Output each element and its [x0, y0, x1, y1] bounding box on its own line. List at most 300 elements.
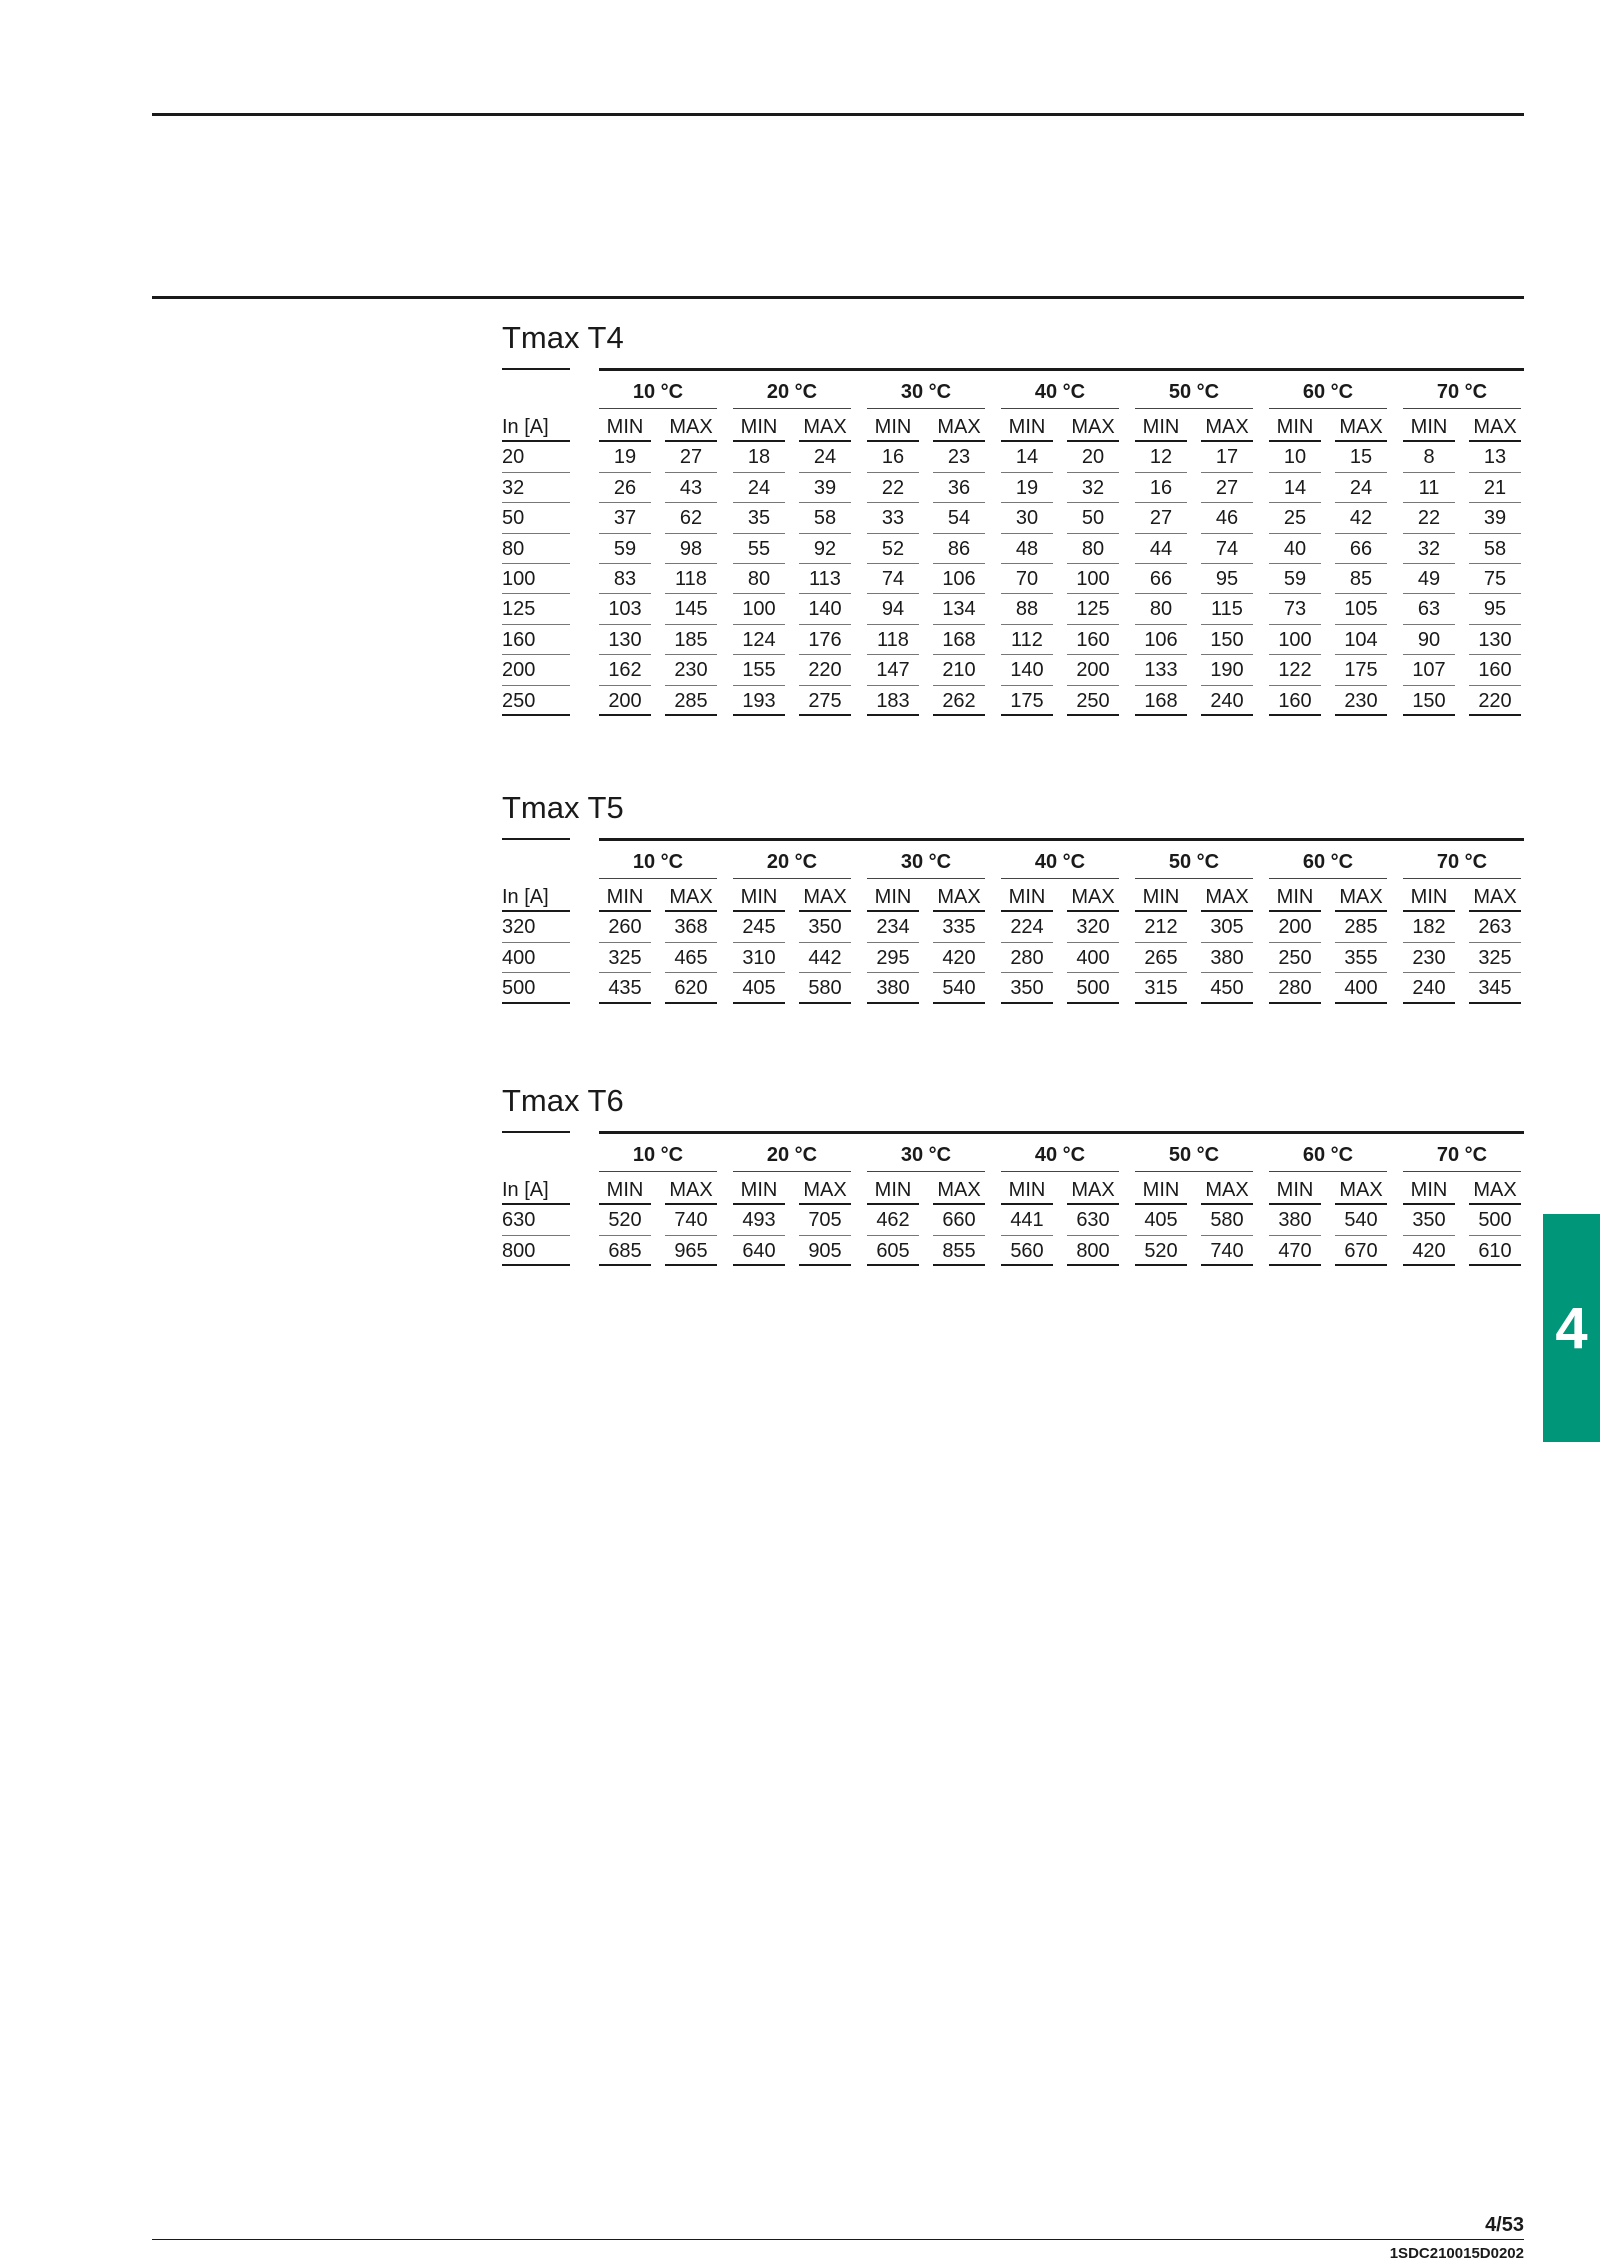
max-value-cell: 13: [1469, 442, 1521, 472]
max-header: MAX: [933, 412, 985, 442]
max-value-cell: 130: [1469, 625, 1521, 655]
min-value-cell: 140: [1001, 655, 1053, 685]
max-value-cell: 100: [1067, 564, 1119, 594]
max-value-cell: 75: [1469, 564, 1521, 594]
min-value-cell: 405: [733, 973, 785, 1003]
min-value-cell: 640: [733, 1236, 785, 1266]
min-header: MIN: [1135, 882, 1187, 912]
column-header-row: [502, 1175, 1524, 1205]
temperature-label: 40 °C: [1001, 846, 1119, 879]
min-value-cell: 59: [599, 534, 651, 564]
temperature-label: 40 °C: [1001, 1139, 1119, 1172]
table-row: [502, 534, 1524, 564]
min-value-cell: 32: [1403, 534, 1455, 564]
min-value-cell: 19: [599, 442, 651, 472]
min-value-cell: 124: [733, 625, 785, 655]
max-value-cell: 400: [1335, 973, 1387, 1003]
min-value-cell: 183: [867, 686, 919, 716]
max-value-cell: 275: [799, 686, 851, 716]
min-value-cell: 48: [1001, 534, 1053, 564]
rated-current-cell: 320: [502, 912, 570, 942]
max-value-cell: 86: [933, 534, 985, 564]
max-value-cell: 42: [1335, 503, 1387, 533]
min-value-cell: 405: [1135, 1205, 1187, 1235]
min-value-cell: 80: [733, 564, 785, 594]
max-value-cell: 150: [1201, 625, 1253, 655]
max-value-cell: 630: [1067, 1205, 1119, 1235]
table-body: [502, 412, 1524, 716]
table-row: [502, 564, 1524, 594]
temperature-label: 30 °C: [867, 846, 985, 879]
top-rule: [152, 113, 1524, 116]
max-value-cell: 442: [799, 943, 851, 973]
min-value-cell: 74: [867, 564, 919, 594]
table-row: [502, 442, 1524, 472]
max-header: MAX: [1067, 1175, 1119, 1205]
min-value-cell: 59: [1269, 564, 1321, 594]
rated-current-header: In [A]: [502, 1175, 570, 1205]
rated-current-cell: 100: [502, 564, 570, 594]
table-row: [502, 912, 1524, 942]
min-value-cell: 520: [1135, 1236, 1187, 1266]
rated-current-cell: 200: [502, 655, 570, 685]
min-value-cell: 10: [1269, 442, 1321, 472]
temperature-label: 10 °C: [599, 1139, 717, 1172]
max-value-cell: 670: [1335, 1236, 1387, 1266]
max-value-cell: 540: [1335, 1205, 1387, 1235]
temperature-header: [599, 846, 1524, 878]
min-value-cell: 24: [733, 473, 785, 503]
max-value-cell: 39: [1469, 503, 1521, 533]
max-header: MAX: [665, 1175, 717, 1205]
max-value-cell: 36: [933, 473, 985, 503]
min-value-cell: 435: [599, 973, 651, 1003]
min-value-cell: 325: [599, 943, 651, 973]
temperature-label: 30 °C: [867, 1139, 985, 1172]
max-value-cell: 39: [799, 473, 851, 503]
max-header: MAX: [799, 412, 851, 442]
rated-current-cell: 800: [502, 1236, 570, 1266]
max-header: MAX: [1335, 882, 1387, 912]
min-value-cell: 16: [1135, 473, 1187, 503]
max-header: MAX: [1067, 412, 1119, 442]
min-header: MIN: [1135, 1175, 1187, 1205]
table-row: [502, 655, 1524, 685]
min-header: MIN: [867, 412, 919, 442]
min-value-cell: 37: [599, 503, 651, 533]
min-header: MIN: [1403, 1175, 1455, 1205]
min-value-cell: 107: [1403, 655, 1455, 685]
max-value-cell: 580: [1201, 1205, 1253, 1235]
min-header: MIN: [1403, 412, 1455, 442]
max-value-cell: 380: [1201, 943, 1253, 973]
max-header: MAX: [799, 882, 851, 912]
min-header: MIN: [1403, 882, 1455, 912]
max-value-cell: 285: [1335, 912, 1387, 942]
table-row: [502, 594, 1524, 624]
page-number: 4/53: [1485, 2214, 1524, 2236]
min-value-cell: 250: [1269, 943, 1321, 973]
max-value-cell: 62: [665, 503, 717, 533]
min-header: MIN: [1269, 882, 1321, 912]
min-header: MIN: [733, 412, 785, 442]
min-value-cell: 55: [733, 534, 785, 564]
max-value-cell: 740: [665, 1205, 717, 1235]
min-value-cell: 73: [1269, 594, 1321, 624]
min-value-cell: 200: [1269, 912, 1321, 942]
min-value-cell: 605: [867, 1236, 919, 1266]
max-value-cell: 92: [799, 534, 851, 564]
min-value-cell: 470: [1269, 1236, 1321, 1266]
rated-current-cell: 400: [502, 943, 570, 973]
min-value-cell: 133: [1135, 655, 1187, 685]
rated-current-cell: 32: [502, 473, 570, 503]
min-value-cell: 224: [1001, 912, 1053, 942]
max-header: MAX: [1335, 1175, 1387, 1205]
max-value-cell: 46: [1201, 503, 1253, 533]
min-value-cell: 30: [1001, 503, 1053, 533]
max-value-cell: 220: [799, 655, 851, 685]
rated-current-cell: 630: [502, 1205, 570, 1235]
max-value-cell: 160: [1469, 655, 1521, 685]
max-header: MAX: [665, 882, 717, 912]
max-value-cell: 345: [1469, 973, 1521, 1003]
max-value-cell: 24: [1335, 473, 1387, 503]
min-value-cell: 11: [1403, 473, 1455, 503]
rated-current-cell: 20: [502, 442, 570, 472]
min-value-cell: 182: [1403, 912, 1455, 942]
min-value-cell: 25: [1269, 503, 1321, 533]
max-header: MAX: [1067, 882, 1119, 912]
min-header: MIN: [599, 412, 651, 442]
min-value-cell: 295: [867, 943, 919, 973]
min-value-cell: 66: [1135, 564, 1187, 594]
max-value-cell: 450: [1201, 973, 1253, 1003]
min-value-cell: 350: [1001, 973, 1053, 1003]
max-header: MAX: [1201, 412, 1253, 442]
min-value-cell: 94: [867, 594, 919, 624]
min-value-cell: 310: [733, 943, 785, 973]
table-title: Tmax T6: [502, 1083, 624, 1118]
max-value-cell: 85: [1335, 564, 1387, 594]
max-value-cell: 15: [1335, 442, 1387, 472]
max-value-cell: 262: [933, 686, 985, 716]
max-value-cell: 500: [1067, 973, 1119, 1003]
max-value-cell: 176: [799, 625, 851, 655]
min-value-cell: 212: [1135, 912, 1187, 942]
rated-current-header: In [A]: [502, 882, 570, 912]
max-value-cell: 21: [1469, 473, 1521, 503]
max-value-cell: 98: [665, 534, 717, 564]
min-value-cell: 155: [733, 655, 785, 685]
min-header: MIN: [1135, 412, 1187, 442]
table-title: Tmax T5: [502, 790, 624, 825]
min-value-cell: 175: [1001, 686, 1053, 716]
temperature-label: 70 °C: [1403, 846, 1521, 879]
max-header: MAX: [1201, 1175, 1253, 1205]
min-value-cell: 168: [1135, 686, 1187, 716]
max-value-cell: 355: [1335, 943, 1387, 973]
max-value-cell: 305: [1201, 912, 1253, 942]
min-value-cell: 230: [1403, 943, 1455, 973]
max-value-cell: 320: [1067, 912, 1119, 942]
max-value-cell: 240: [1201, 686, 1253, 716]
max-header: MAX: [1469, 412, 1521, 442]
min-header: MIN: [599, 1175, 651, 1205]
min-value-cell: 18: [733, 442, 785, 472]
min-value-cell: 280: [1269, 973, 1321, 1003]
table-top-rule: [599, 368, 1524, 371]
column-header-row: [502, 412, 1524, 442]
min-value-cell: 162: [599, 655, 651, 685]
max-value-cell: 66: [1335, 534, 1387, 564]
min-value-cell: 147: [867, 655, 919, 685]
min-value-cell: 122: [1269, 655, 1321, 685]
max-header: MAX: [1469, 882, 1521, 912]
temperature-label: 50 °C: [1135, 846, 1253, 879]
chapter-tab: 4: [1543, 1214, 1600, 1442]
temperature-label: 20 °C: [733, 376, 851, 409]
max-value-cell: 620: [665, 973, 717, 1003]
min-value-cell: 200: [599, 686, 651, 716]
max-value-cell: 263: [1469, 912, 1521, 942]
max-value-cell: 95: [1469, 594, 1521, 624]
min-value-cell: 88: [1001, 594, 1053, 624]
max-header: MAX: [665, 412, 717, 442]
temperature-header: [599, 1139, 1524, 1171]
table-row: [502, 625, 1524, 655]
min-value-cell: 265: [1135, 943, 1187, 973]
table-body: [502, 1175, 1524, 1266]
max-value-cell: 740: [1201, 1236, 1253, 1266]
min-header: MIN: [1269, 412, 1321, 442]
rated-current-cell: 80: [502, 534, 570, 564]
min-value-cell: 441: [1001, 1205, 1053, 1235]
min-header: MIN: [867, 882, 919, 912]
min-value-cell: 63: [1403, 594, 1455, 624]
max-value-cell: 106: [933, 564, 985, 594]
min-value-cell: 70: [1001, 564, 1053, 594]
table-section-3: [502, 1085, 1524, 1270]
max-value-cell: 350: [799, 912, 851, 942]
temperature-label: 20 °C: [733, 846, 851, 879]
max-value-cell: 420: [933, 943, 985, 973]
min-value-cell: 83: [599, 564, 651, 594]
temperature-label: 20 °C: [733, 1139, 851, 1172]
min-value-cell: 35: [733, 503, 785, 533]
max-value-cell: 500: [1469, 1205, 1521, 1235]
min-value-cell: 16: [867, 442, 919, 472]
min-header: MIN: [1001, 412, 1053, 442]
min-value-cell: 130: [599, 625, 651, 655]
table-top-rule: [599, 1131, 1524, 1134]
min-value-cell: 40: [1269, 534, 1321, 564]
temperature-label: 50 °C: [1135, 1139, 1253, 1172]
rated-current-cell: 250: [502, 686, 570, 716]
max-value-cell: 220: [1469, 686, 1521, 716]
title-underline: [502, 838, 570, 840]
min-value-cell: 234: [867, 912, 919, 942]
temperature-label: 70 °C: [1403, 1139, 1521, 1172]
max-value-cell: 118: [665, 564, 717, 594]
table-row: [502, 1205, 1524, 1235]
temperature-label: 50 °C: [1135, 376, 1253, 409]
max-value-cell: 50: [1067, 503, 1119, 533]
max-value-cell: 24: [799, 442, 851, 472]
max-value-cell: 855: [933, 1236, 985, 1266]
max-value-cell: 368: [665, 912, 717, 942]
min-header: MIN: [1001, 1175, 1053, 1205]
max-value-cell: 335: [933, 912, 985, 942]
column-header-row: [502, 882, 1524, 912]
max-value-cell: 160: [1067, 625, 1119, 655]
max-value-cell: 17: [1201, 442, 1253, 472]
title-underline: [502, 368, 570, 370]
min-value-cell: 160: [1269, 686, 1321, 716]
max-value-cell: 210: [933, 655, 985, 685]
max-value-cell: 104: [1335, 625, 1387, 655]
min-value-cell: 112: [1001, 625, 1053, 655]
temperature-label: 60 °C: [1269, 846, 1387, 879]
max-value-cell: 105: [1335, 594, 1387, 624]
temperature-label: 10 °C: [599, 376, 717, 409]
min-value-cell: 33: [867, 503, 919, 533]
max-value-cell: 43: [665, 473, 717, 503]
max-value-cell: 660: [933, 1205, 985, 1235]
rated-current-cell: 160: [502, 625, 570, 655]
max-value-cell: 250: [1067, 686, 1119, 716]
temperature-label: 70 °C: [1403, 376, 1521, 409]
table-row: [502, 943, 1524, 973]
max-value-cell: 540: [933, 973, 985, 1003]
min-value-cell: 14: [1269, 473, 1321, 503]
max-value-cell: 20: [1067, 442, 1119, 472]
table-row: [502, 1236, 1524, 1266]
max-header: MAX: [933, 882, 985, 912]
max-value-cell: 80: [1067, 534, 1119, 564]
document-code: 1SDC210015D0202: [1389, 2245, 1524, 2262]
max-value-cell: 58: [1469, 534, 1521, 564]
max-value-cell: 134: [933, 594, 985, 624]
rated-current-cell: 125: [502, 594, 570, 624]
table-row: [502, 686, 1524, 716]
min-value-cell: 8: [1403, 442, 1455, 472]
max-value-cell: 115: [1201, 594, 1253, 624]
min-value-cell: 380: [1269, 1205, 1321, 1235]
table-section-1: [502, 322, 1524, 720]
min-value-cell: 106: [1135, 625, 1187, 655]
min-value-cell: 280: [1001, 943, 1053, 973]
min-value-cell: 19: [1001, 473, 1053, 503]
table-row: [502, 973, 1524, 1003]
rated-current-cell: 500: [502, 973, 570, 1003]
max-value-cell: 200: [1067, 655, 1119, 685]
temperature-label: 30 °C: [867, 376, 985, 409]
max-value-cell: 54: [933, 503, 985, 533]
max-value-cell: 175: [1335, 655, 1387, 685]
min-value-cell: 245: [733, 912, 785, 942]
min-value-cell: 685: [599, 1236, 651, 1266]
temperature-label: 60 °C: [1269, 376, 1387, 409]
min-value-cell: 420: [1403, 1236, 1455, 1266]
min-value-cell: 118: [867, 625, 919, 655]
max-value-cell: 610: [1469, 1236, 1521, 1266]
min-value-cell: 520: [599, 1205, 651, 1235]
min-value-cell: 100: [733, 594, 785, 624]
min-value-cell: 27: [1135, 503, 1187, 533]
max-value-cell: 230: [1335, 686, 1387, 716]
min-value-cell: 193: [733, 686, 785, 716]
min-value-cell: 350: [1403, 1205, 1455, 1235]
temperature-header: [599, 376, 1524, 408]
min-value-cell: 80: [1135, 594, 1187, 624]
table-top-rule: [599, 838, 1524, 841]
min-value-cell: 560: [1001, 1236, 1053, 1266]
max-value-cell: 705: [799, 1205, 851, 1235]
min-value-cell: 22: [1403, 503, 1455, 533]
min-value-cell: 493: [733, 1205, 785, 1235]
max-value-cell: 800: [1067, 1236, 1119, 1266]
max-value-cell: 400: [1067, 943, 1119, 973]
header-rule: [152, 296, 1524, 299]
min-value-cell: 49: [1403, 564, 1455, 594]
max-value-cell: 230: [665, 655, 717, 685]
min-value-cell: 22: [867, 473, 919, 503]
title-underline: [502, 1131, 570, 1133]
min-value-cell: 52: [867, 534, 919, 564]
max-value-cell: 168: [933, 625, 985, 655]
min-value-cell: 90: [1403, 625, 1455, 655]
min-value-cell: 315: [1135, 973, 1187, 1003]
min-header: MIN: [1001, 882, 1053, 912]
table-row: [502, 503, 1524, 533]
table-row: [502, 473, 1524, 503]
max-value-cell: 140: [799, 594, 851, 624]
max-value-cell: 74: [1201, 534, 1253, 564]
max-header: MAX: [1201, 882, 1253, 912]
max-header: MAX: [1469, 1175, 1521, 1205]
temperature-label: 60 °C: [1269, 1139, 1387, 1172]
max-value-cell: 125: [1067, 594, 1119, 624]
max-value-cell: 185: [665, 625, 717, 655]
min-header: MIN: [599, 882, 651, 912]
table-section-2: [502, 792, 1524, 1008]
max-value-cell: 325: [1469, 943, 1521, 973]
max-value-cell: 27: [1201, 473, 1253, 503]
max-value-cell: 465: [665, 943, 717, 973]
max-value-cell: 27: [665, 442, 717, 472]
min-header: MIN: [733, 1175, 785, 1205]
max-value-cell: 965: [665, 1236, 717, 1266]
max-value-cell: 285: [665, 686, 717, 716]
min-value-cell: 240: [1403, 973, 1455, 1003]
min-value-cell: 100: [1269, 625, 1321, 655]
max-value-cell: 32: [1067, 473, 1119, 503]
min-header: MIN: [1269, 1175, 1321, 1205]
max-value-cell: 145: [665, 594, 717, 624]
table-title: Tmax T4: [502, 320, 624, 355]
min-value-cell: 260: [599, 912, 651, 942]
min-value-cell: 26: [599, 473, 651, 503]
min-header: MIN: [867, 1175, 919, 1205]
max-value-cell: 58: [799, 503, 851, 533]
rated-current-cell: 50: [502, 503, 570, 533]
min-value-cell: 12: [1135, 442, 1187, 472]
max-value-cell: 113: [799, 564, 851, 594]
max-header: MAX: [1335, 412, 1387, 442]
max-header: MAX: [933, 1175, 985, 1205]
temperature-label: 10 °C: [599, 846, 717, 879]
